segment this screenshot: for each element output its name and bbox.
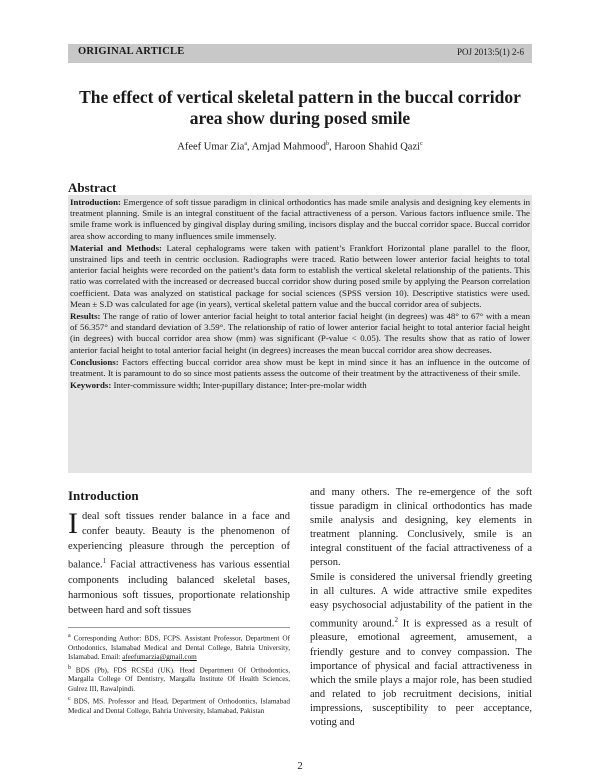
abstract-section-label: Material and Methods:	[70, 242, 162, 253]
body-paragraph: and many others. The re-emergence of the soft tissue paradigm in clinical orthodontics has made smile analysis and designing, key elements in treatment planning. Conclusively, smile is an integral constituent of the facial attractiveness of a person.	[310, 487, 532, 569]
body-paragraph	[310, 571, 532, 731]
author-name: Afeef Umar Zia	[177, 141, 245, 153]
author-separator: ,	[247, 141, 252, 153]
footnote	[68, 664, 290, 695]
author-affiliation-mark: b	[326, 141, 330, 147]
page-number: 2	[297, 760, 303, 772]
abstract-section-text: Inter-commissure width; Inter-pupillary distance; Inter-pre-molar width	[111, 380, 367, 391]
abstract-conclusions	[70, 357, 530, 379]
abstract-methods	[70, 243, 530, 310]
body-column-right	[310, 486, 532, 730]
abstract-results	[70, 311, 530, 356]
abstract-section-label: Keywords:	[70, 380, 112, 391]
footnote-mark: a	[68, 633, 71, 639]
footnotes	[68, 632, 290, 717]
author-affiliation-mark: a	[244, 141, 247, 147]
footnote-text: BDS, MS. Professor and Head, Department of Orthodontics, Islamabad Medical and Dental College, Bahria University, Islamabad, Pakistan	[68, 697, 290, 716]
body-paragraph	[68, 509, 290, 618]
abstract-box	[68, 195, 532, 473]
abstract-keywords	[70, 380, 530, 391]
abstract-heading: Abstract	[68, 180, 117, 195]
drop-cap: I	[68, 507, 78, 540]
article-type-label: ORIGINAL ARTICLE	[78, 46, 185, 57]
abstract-section-label: Results:	[70, 311, 101, 322]
abstract-section-label: Conclusions:	[70, 356, 119, 367]
body-text: Facial attractiveness has various essential components including balanced skeletal bases, harmonious soft tissues, proportionate relationship between hard and soft tissues	[68, 559, 290, 616]
footnote	[68, 695, 290, 716]
abstract-section-text: Emergence of soft tissue paradigm in clinical orthodontics has made smile analysis and designing key elements in treatment planning. Smile is an integral constituent of the facial attractiveness of a person. Various factors influence smile. The smile frame work is influenced by gingival display during smiling, incisors display and the buccal corridor space. Buccal corridor area show according to many influences smile immensely.	[70, 197, 530, 241]
footnote-text: BDS (Pb), FDS RCSEd (UK). Head Department Of Orthodontics, Margalla College Of Dentistry, Margalla Institute Of Health Sciences, Gulrez III, Rawalpindi.	[68, 666, 290, 693]
article-header-bar	[68, 44, 532, 63]
abstract-section-text: Factors effecting buccal corridor area show must be kept in mind since it has an influence in the outcome of treatment. It is paramount to do so since most patients assess the outcome of their treatment by the attractiveness of their smile.	[70, 356, 530, 379]
author-name: Haroon Shahid Qazi	[334, 141, 421, 153]
footnote	[68, 632, 290, 663]
author-email-link[interactable]: afeefumarzia@gmail.com	[122, 653, 197, 662]
abstract-introduction	[70, 197, 530, 242]
author-list	[68, 141, 532, 153]
reference-mark: 1	[102, 557, 107, 565]
footnote-divider	[68, 627, 290, 628]
footnote-mark: b	[68, 664, 71, 671]
footnote-mark: c	[68, 696, 71, 703]
author-separator: ,	[329, 141, 335, 153]
reference-mark: 2	[394, 615, 398, 624]
introduction-heading: Introduction	[68, 488, 139, 503]
abstract-section-text: The range of ratio of lower anterior facial height to total anterior facial height (in degrees) was 48° to 67° with a mean of 56.357° and standard deviation of 3.59°. The relationship of ratio of lower anterior facial height to total anterior facial height (in degrees) with buccal corridor area show (mm) was significant (P-value < 0.05). The results show that as ratio of lower anterior facial height to total anterior facial height (in degrees) increases the mean buccal corridor area show decreases.	[70, 311, 530, 355]
footnote-text: Corresponding Author: BDS, FCPS. Assistant Professor, Department Of Orthodontics, Islamabad Medical and Dental College, Bahria University, Islamabad. Email:	[68, 634, 290, 662]
author-affiliation-mark: c	[420, 141, 423, 147]
body-text: It is expressed as a result of pleasure, emotional agreement, amusement, a friendly gesture and to convey compassion. The importance of physical and facial attractiveness in which the smile plays a major role, has been studied and related to job recruitment decisions, initial impressions, susceptibility to peer acceptance, voting and	[310, 618, 532, 728]
author-name: Amjad Mahmood	[251, 141, 327, 153]
body-column-left	[68, 509, 290, 618]
abstract-section-label: Introduction:	[70, 197, 121, 207]
body-text: Smile is considered the universal friendly greeting in all cultures. A wide attractive smile expedites easy psychosocial adjustability of the patient in the community around.	[310, 571, 532, 630]
body-text: deal soft tissues render balance in a face and confer beauty. Beauty is the phenomenon of experiencing pleasure through the perception of balance.	[68, 511, 290, 571]
journal-citation: POJ 2013:5(1) 2-6	[457, 47, 524, 57]
paper-title: The effect of vertical skeletal pattern in the buccal corridor area show during posed smile	[79, 87, 521, 128]
abstract-section-text: Lateral cephalograms were taken with patient’s Frankfort Horizontal plane parallel to the floor, unstrained lips and teeth in centric occlusion. Radiographs were traced. Ratio between lower anterior facial heights to total anterior facial heights were recorded on the patient’s data form to establish the vertical skeletal relationship of the patients. This ratio was correlated with the increased or decreased buccal corridor show during posed smile by applying the Pearson correlation coefficient. Data was analyzed on statistical package for social sciences (SPSS version 10). Descriptive statistics were used. Mean ± S.D was calculated for age (in years), vertical skeletal pattern value and the buccal corridor area of subjects.	[70, 242, 530, 309]
